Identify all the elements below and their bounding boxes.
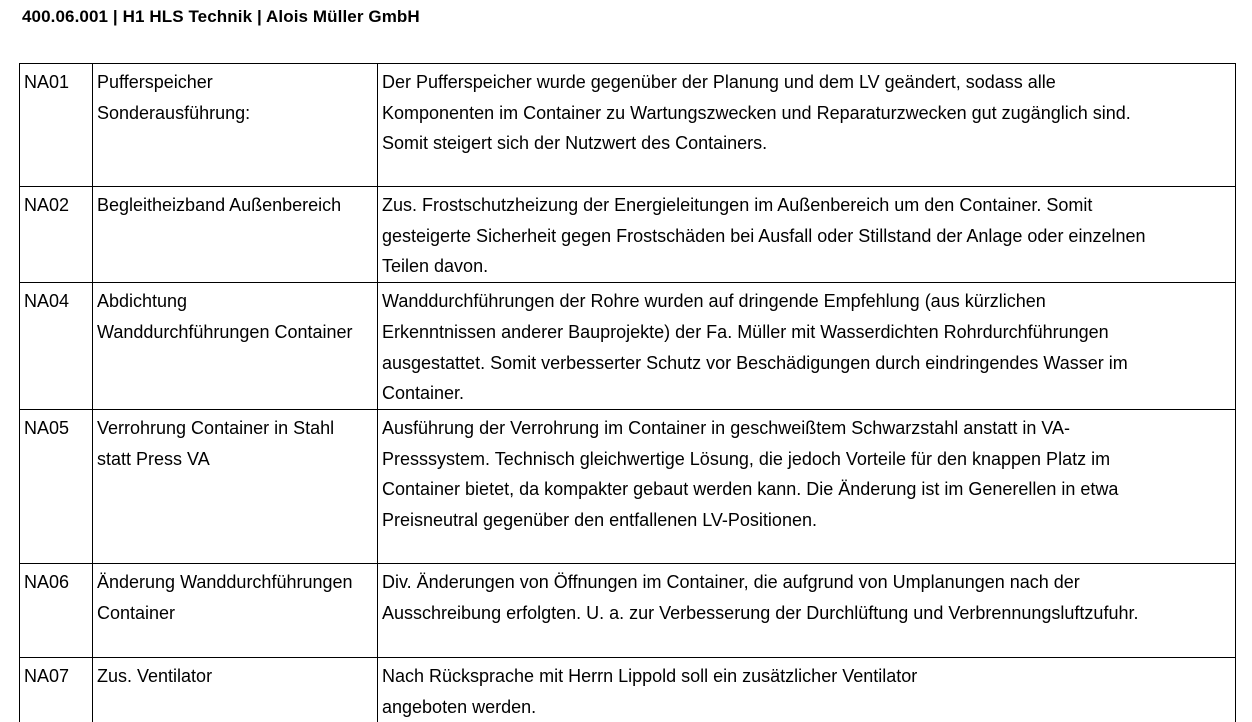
item-description-line: ausgestattet. Somit verbesserter Schutz vor Beschädigungen durch eindringendes Wasser im [382, 352, 1128, 373]
item-code: NA01 [24, 72, 70, 92]
item-code: NA04 [24, 291, 70, 312]
item-description-line: Div. Änderungen von Öffnungen im Container, die aufgrund von Umplanungen nach der [382, 571, 1080, 592]
item-description-line: Teilen davon. [382, 256, 489, 277]
item-code-cell [20, 283, 93, 410]
item-title-line: Verrohrung Container in Stahl [97, 417, 335, 438]
item-title-cell [93, 187, 378, 283]
item-description-cell [378, 283, 1236, 410]
item-description-cell [378, 64, 1236, 187]
item-title-line: Pufferspeicher [97, 72, 213, 92]
item-code-cell [20, 64, 93, 187]
item-code-cell [20, 657, 93, 722]
change-items-table [19, 63, 1236, 722]
item-code: NA07 [24, 665, 70, 686]
item-description-line: Der Pufferspeicher wurde gegenüber der Planung und dem LV geändert, sodass alle [382, 72, 1056, 92]
item-code: NA02 [24, 195, 70, 215]
item-title-line: statt Press VA [97, 448, 210, 469]
item-description-line: Wanddurchführungen der Rohre wurden auf dringende Empfehlung (aus kürzlichen [382, 291, 1046, 312]
item-title-cell [93, 64, 378, 187]
item-title-line: Container [97, 602, 176, 623]
item-description-line: Komponenten im Container zu Wartungszwecken und Reparaturzwecken gut zugänglich sind. [382, 102, 1131, 123]
table-row [20, 409, 1236, 563]
item-description-cell [378, 187, 1236, 283]
item-description-line: Somit steigert sich der Nutzwert des Containers. [382, 133, 768, 154]
item-code-cell [20, 187, 93, 283]
item-code-cell [20, 563, 93, 657]
item-description-line: Preisneutral gegenüber den entfallenen LV-Positionen. [382, 510, 817, 531]
table-row [20, 187, 1236, 283]
item-description-line: Ausschreibung erfolgten. U. a. zur Verbesserung der Durchlüftung und Verbrennungsluftzufuhr. [382, 602, 1139, 623]
item-description-line: Zus. Frostschutzheizung der Energieleitungen im Außenbereich um den Container. Somit [382, 195, 1093, 215]
table-row [20, 563, 1236, 657]
document-header: 400.06.001 | H1 HLS Technik | Alois Müller GmbH [22, 7, 420, 26]
item-title-cell [93, 657, 378, 722]
item-title-line: Wanddurchführungen Container [97, 321, 353, 342]
item-description-line: angeboten werden. [382, 696, 537, 717]
item-code: NA05 [24, 417, 70, 438]
item-description-line: Nach Rücksprache mit Herrn Lippold soll ein zusätzlicher Ventilator [382, 665, 918, 686]
item-description-line: Ausführung der Verrohrung im Container in geschweißtem Schwarzstahl anstatt in VA- [382, 417, 1070, 438]
item-code-cell [20, 409, 93, 563]
item-title-line: Abdichtung [97, 291, 188, 312]
item-title-line: Begleitheizband Außenbereich [97, 195, 342, 215]
item-description-line: Container. [382, 383, 465, 404]
item-description-cell [378, 563, 1236, 657]
item-title-line: Zus. Ventilator [97, 665, 213, 686]
item-code: NA06 [24, 571, 70, 592]
item-title-cell [93, 563, 378, 657]
item-description-line: Container bietet, da kompakter gebaut werden kann. Die Änderung ist im Generellen in etwa [382, 479, 1119, 500]
item-title-cell [93, 283, 378, 410]
item-title-cell [93, 409, 378, 563]
table-row [20, 283, 1236, 410]
table-row [20, 657, 1236, 722]
item-description-line: Presssystem. Technisch gleichwertige Lösung, die jedoch Vorteile für den knappen Platz im [382, 448, 1111, 469]
item-description-cell [378, 657, 1236, 722]
item-description-line: Erkenntnissen anderer Bauprojekte) der Fa. Müller mit Wasserdichten Rohrdurchführungen [382, 321, 1109, 342]
item-description-cell [378, 409, 1236, 563]
item-title-line: Änderung Wanddurchführungen [97, 571, 353, 592]
item-title-line: Sonderausführung: [97, 102, 251, 123]
table-row [20, 64, 1236, 187]
item-description-line: gesteigerte Sicherheit gegen Frostschäden bei Ausfall oder Stillstand der Anlage oder einzelnen [382, 225, 1146, 246]
